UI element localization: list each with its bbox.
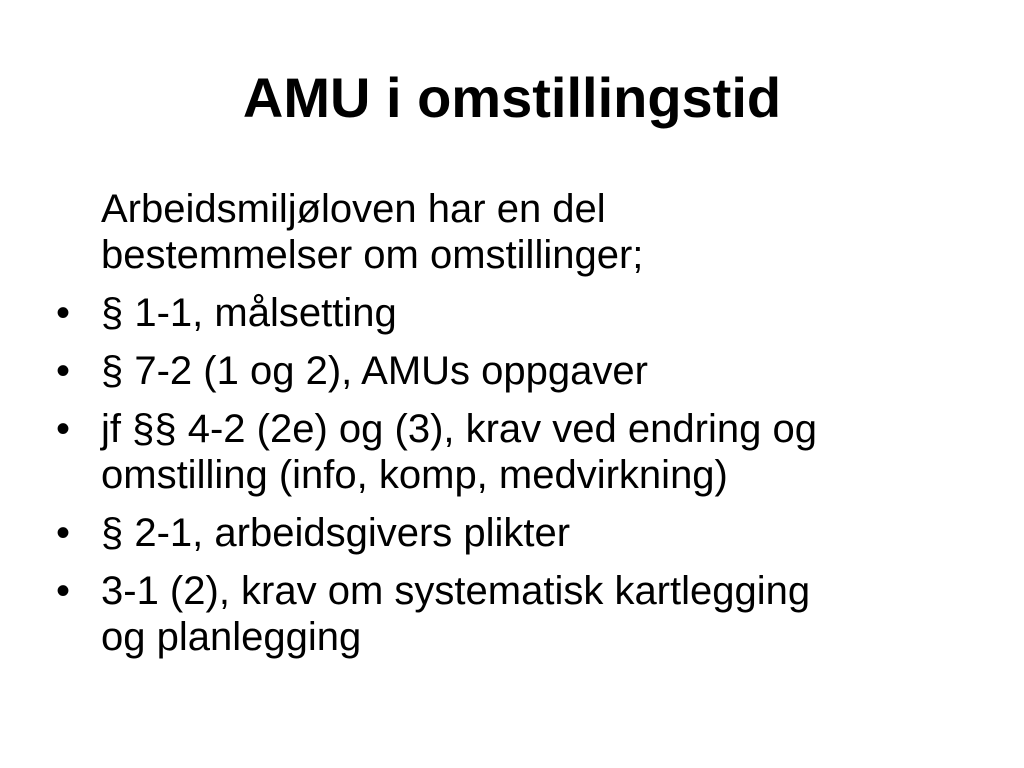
bullet-text: § 1-1, målsetting xyxy=(101,291,397,335)
bullet-icon: • xyxy=(56,407,71,451)
bullet-list xyxy=(56,290,956,660)
bullet-text: § 7-2 (1 og 2), AMUs oppgaver xyxy=(101,349,648,393)
intro-line: Arbeidsmiljøloven har en del xyxy=(101,187,606,231)
bullet-icon: • xyxy=(56,569,71,613)
slide-title: AMU i omstillingstid xyxy=(242,66,782,129)
bullet-item xyxy=(56,568,956,660)
bullet-item xyxy=(56,348,956,394)
bullet-text-continued: omstilling (info, komp, medvirkning) xyxy=(101,453,728,497)
bullet-icon: • xyxy=(56,511,71,555)
bullet-text-continued: og planlegging xyxy=(101,615,362,659)
intro-line: bestemmelser om omstillinger; xyxy=(101,233,644,277)
bullet-item xyxy=(56,510,956,556)
intro-text xyxy=(56,186,956,278)
bullet-icon: • xyxy=(56,349,71,393)
bullet-item xyxy=(56,290,956,336)
bullet-icon: • xyxy=(56,291,71,335)
bullet-text: 3-1 (2), krav om systematisk kartlegging xyxy=(101,569,811,613)
bullet-item xyxy=(56,406,956,498)
slide-body xyxy=(56,186,956,672)
bullet-text: jf §§ 4-2 (2e) og (3), krav ved endring og xyxy=(101,407,817,451)
bullet-text: § 2-1, arbeidsgivers plikter xyxy=(101,511,571,555)
